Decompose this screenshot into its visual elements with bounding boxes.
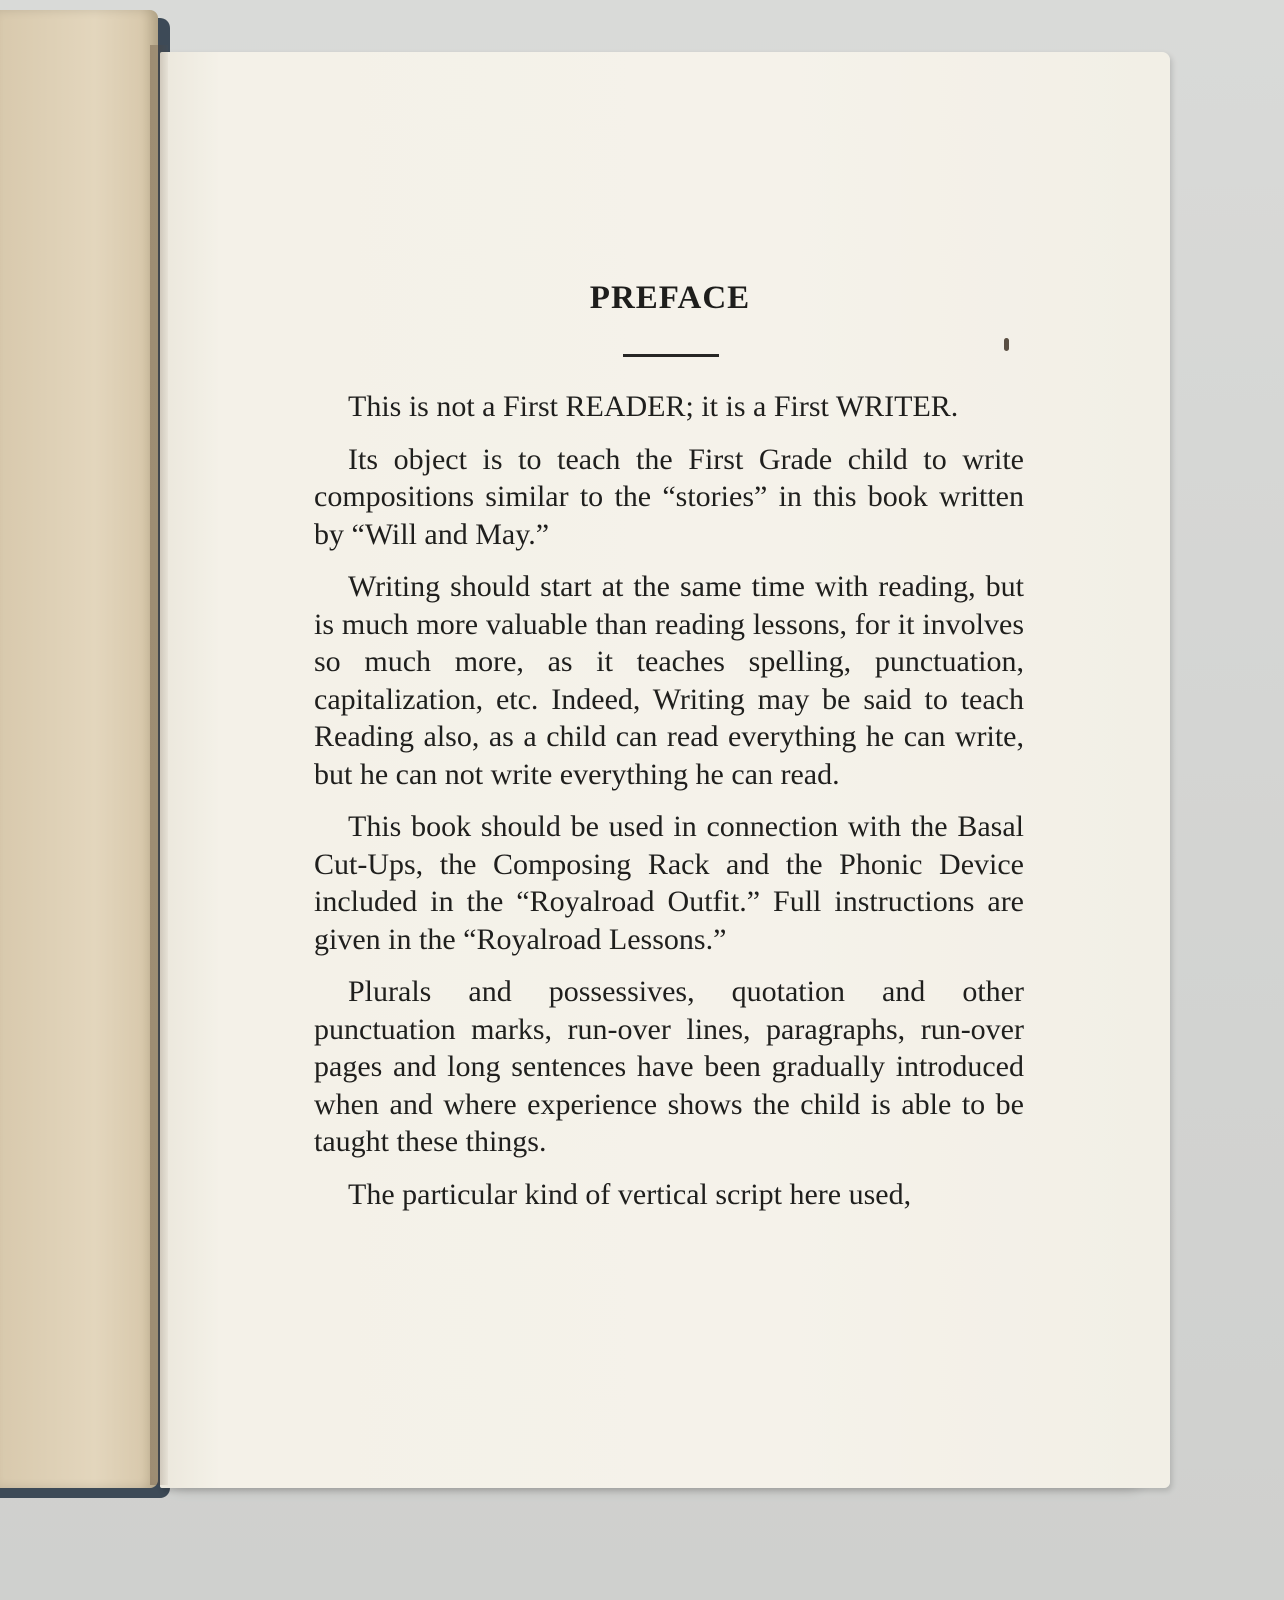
preface-body: [314, 388, 1024, 1213]
paragraph-4: This book should be used in connection with the Basal Cut-Ups, the Composing Rack and the Phonic Device included in the “Royalroad Outfit.” Full instructions are given in the “Royalroad Lessons.”: [314, 810, 1024, 956]
page-title: PREFACE: [589, 280, 751, 316]
paragraph-2: Its object is to teach the First Grade child to write compositions similar to the “stories” in this book written by “Will and May.”: [314, 442, 1024, 551]
paragraph-1: This is not a First READER; it is a First WRITER.: [348, 390, 959, 423]
left-page: [0, 10, 158, 1488]
title-divider: [623, 354, 719, 357]
book-gutter: [150, 45, 168, 1485]
paragraph-6: The particular kind of vertical script here used,: [348, 1177, 912, 1211]
paper-speck: [1004, 338, 1009, 351]
paragraph-3: Writing should start at the same time with reading, but is much more valuable than reading lessons, for it involves so much more, as it teaches spelling, punctuation, capitalization, etc. Indeed, Writing may be said to teach Reading also, as a child can read everything he can write, but he can not write everything he can read.: [314, 570, 1024, 791]
paragraph-5: Plurals and possessives, quotation and other punctuation marks, run-over lines, paragraphs, run-over pages and long sentences have been gradually introduced when and where experience shows the child is able to be taught these things.: [314, 975, 1024, 1158]
